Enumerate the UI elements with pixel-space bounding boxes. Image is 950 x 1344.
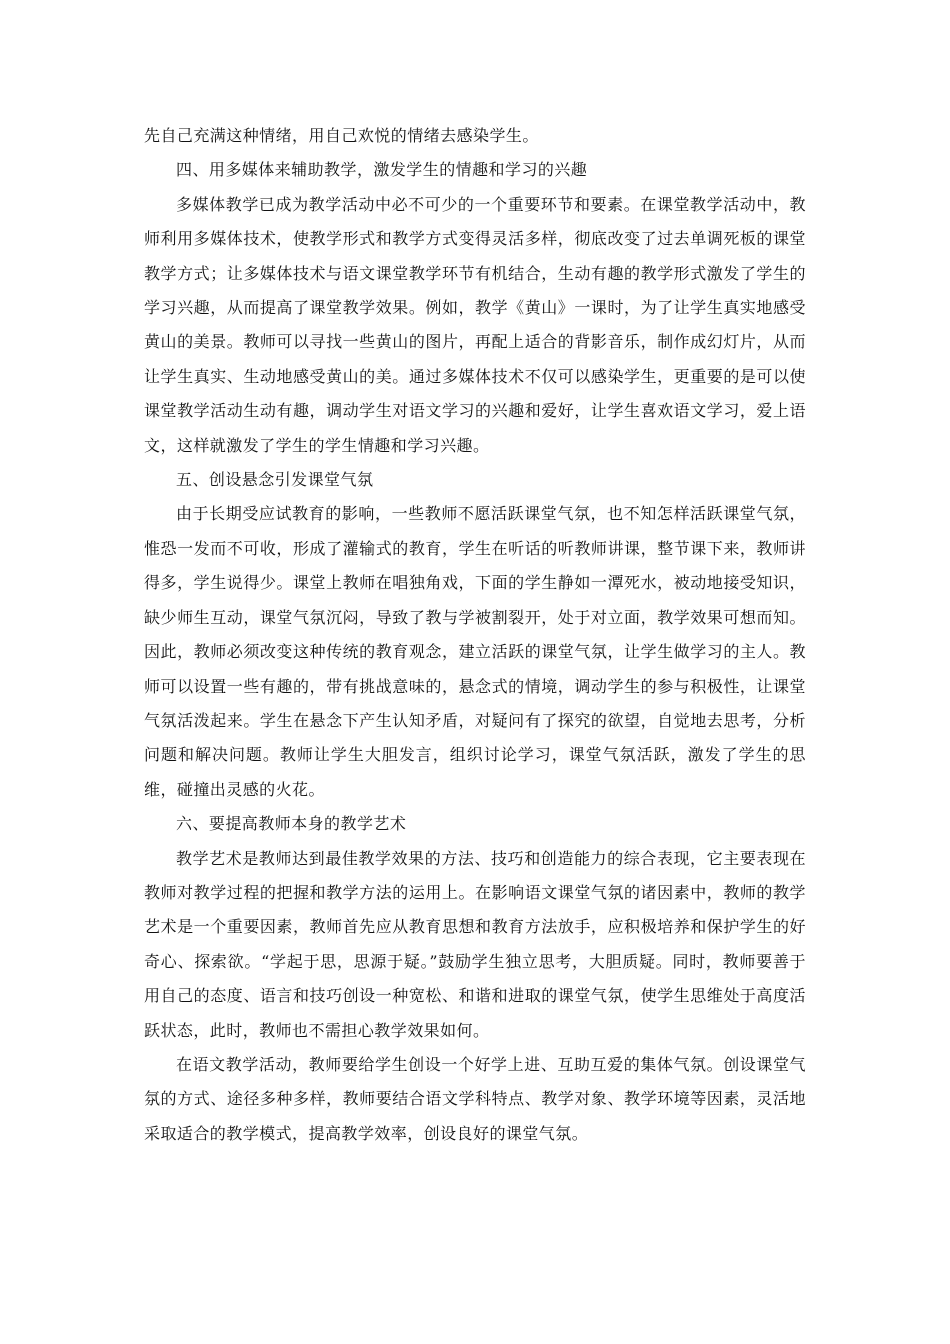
paragraph-multimedia: 多媒体教学已成为教学活动中必不可少的一个重要环节和要素。在课堂教学活动中，教师利用多媒体技术，使教学形式和教学方式变得灵活多样，彻底改变了过去单调死板的课堂教学方式；让多媒体技术与语文课堂教学环节有机结合，生动有趣的教学形式激发了学生的学习兴趣，从而提高了课堂教学效果。例如，教学《黄山》一课时，为了让学生真实地感受黄山的美景。教师可以寻找一些黄山的图片，再配上适合的背影音乐，制作成幻灯片，从而让学生真实、生动地感受黄山的美。通过多媒体技术不仅可以感染学生，更重要的是可以使课堂教学活动生动有趣，调动学生对语文学习的兴趣和爱好，让学生喜欢语文学习，爱上语文，这样就激发了学生的学生情趣和学习兴趣。 (144, 194, 806, 455)
section-heading-6: 六、要提高教师本身的教学艺术 (176, 814, 407, 834)
document-page (144, 119, 806, 1151)
section-heading-5: 五、创设悬念引发课堂气氛 (176, 470, 374, 490)
paragraph-teaching-art: 教学艺术是教师达到最佳教学效果的方法、技巧和创造能力的综合表现，它主要表现在教师对教学过程的把握和教学方法的运用上。在影响语文课堂气氛的诸因素中，教师的教学艺术是一个重要因素，教师首先应从教育思想和教育方法放手，应积极培养和保护学生的好奇心、探索欲。“学起于思，思源于疑。”鼓励学生独立思考，大胆质疑。同时，教师要善于用自己的态度、语言和技巧创设一种宽松、和谐和进取的课堂气氛，使学生思维处于高度活跃状态，此时，教师也不需担心教学效果如何。 (144, 848, 806, 1040)
paragraph-conclusion: 在语文教学活动，教师要给学生创设一个好学上进、互助互爱的集体气氛。创设课堂气氛的方式、途径多种多样，教师要结合语文学科特点、教学对象、教学环境等因素，灵活地采取适合的教学模式，提高教学效率，创设良好的课堂气氛。 (144, 1054, 806, 1143)
paragraph-suspense: 由于长期受应试教育的影响，一些教师不愿活跃课堂气氛，也不知怎样活跃课堂气氛，惟恐一发而不可收，形成了灌输式的教育，学生在听话的听教师讲课，整节课下来，教师讲得多，学生说得少。课堂上教师在唱独角戏，下面的学生静如一潭死水，被动地接受知识，缺少师生互动，课堂气氛沉闷，导致了教与学被割裂开，处于对立面，教学效果可想而知。因此，教师必须改变这种传统的教育观念，建立活跃的课堂气氛，让学生做学习的主人。教师可以设置一些有趣的，带有挑战意味的，悬念式的情境，调动学生的参与积极性，让课堂气氛活泼起来。学生在悬念下产生认知矛盾，对疑问有了探究的欲望，自觉地去思考，分析问题和解决问题。教师让学生大胆发言，组织讨论学习，课堂气氛活跃，激发了学生的思维，碰撞出灵感的火花。 (144, 504, 806, 799)
paragraph-continuation: 先自己充满这种情绪，用自己欢悦的情绪去感染学生。 (144, 126, 539, 145)
section-heading-4: 四、用多媒体来辅助教学，激发学生的情趣和学习的兴趣 (176, 160, 588, 180)
